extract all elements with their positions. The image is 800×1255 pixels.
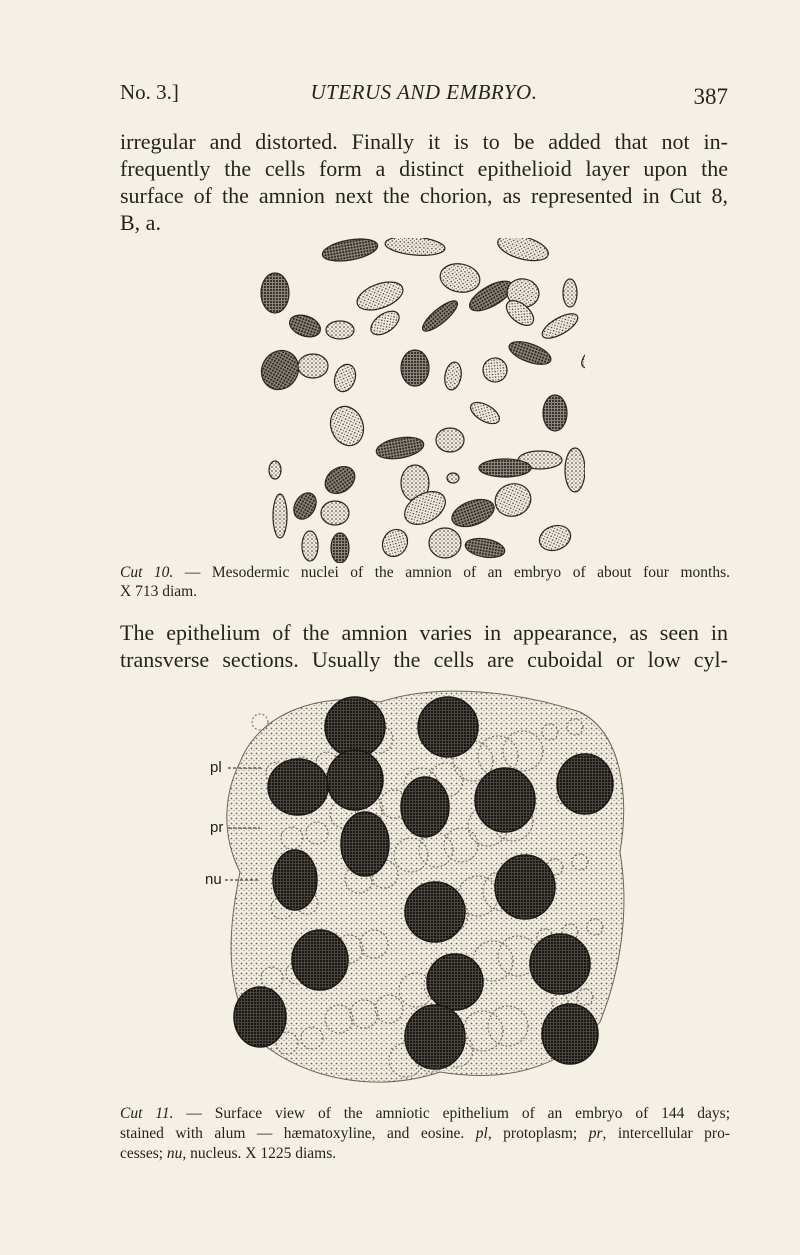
label-pr: pr [210,819,224,836]
running-header [120,76,728,112]
running-title: UTERUS AND EMBRYO. [310,80,538,104]
cell-nucleus [234,987,286,1047]
text-line: irregular and distorted. Finally it is to be added that not in- [120,129,728,154]
figure-mesodermic-nuclei [255,238,585,563]
mesodermic-nucleus [478,353,512,387]
mesodermic-nucleus [320,461,360,499]
mesodermic-nucleus [536,521,574,554]
mesodermic-nucleus [563,279,577,307]
cell-nucleus [427,954,483,1010]
mesodermic-nucleus [578,340,585,373]
mesodermic-nucleus [325,402,369,451]
mesodermic-nucleus [298,354,328,378]
text-line: transverse sections. Usually the cells are cuboidal or low cyl- [120,647,728,672]
cell-nucleus [273,850,317,910]
caption-line: stained with alum — hæmatoxyline, and eosine. pl, protoplasm; pr, intercellular pro- [120,1125,730,1142]
caption-line: Cut 11. — Surface view of the amniotic epithelium of an embryo of 144 days; [120,1105,730,1122]
mesodermic-nucleus [321,238,380,265]
page-number: 387 [693,84,728,109]
cell-nucleus [418,697,478,757]
cell-nucleus [325,697,385,757]
caption-line: X 713 diam. [120,583,198,600]
caption-line: cesses; nu, nucleus. X 1225 diams. [120,1145,337,1162]
cell-nucleus [495,855,555,919]
mesodermic-nucleus [331,533,349,563]
cell-nucleus [401,777,449,837]
text-line: surface of the amnion next the chorion, as represented in Cut 8, [120,183,728,208]
mesodermic-nucleus [302,531,318,561]
cell-nucleus [557,754,613,814]
cell-nucleus [405,1005,465,1069]
mesodermic-nucleus [367,306,404,339]
mesodermic-nucleus [273,494,287,538]
mesodermic-nucleus [326,321,354,339]
mesodermic-nucleus [384,238,445,258]
mesodermic-nucleus [443,361,464,391]
mesodermic-nucleus [565,448,585,492]
caption-label: Cut 10. [120,564,174,581]
mesodermic-nucleus [467,398,503,428]
mesodermic-nucleus [539,309,582,343]
text-line: B, a. [120,210,161,235]
mesodermic-nucleus [464,536,507,561]
mesodermic-nucleus [448,494,498,532]
mesodermic-nucleus [255,344,306,397]
text-line: The epithelium of the amnion varies in appearance, as seen in [120,620,728,645]
mesodermic-nucleus [429,528,461,558]
issue-number: No. 3.] [120,80,179,104]
figure-10-caption [120,563,730,601]
mesodermic-nucleus [378,525,413,561]
paragraph-irregular-cells [120,128,728,236]
figure-11-caption [120,1104,730,1164]
mesodermic-nucleus [321,501,349,525]
mesodermic-nucleus [269,461,281,479]
mesodermic-nucleus [491,479,536,521]
cell-nucleus [475,768,535,832]
mesodermic-nucleus [419,296,462,335]
caption-label: Cut 11. [120,1105,174,1122]
mesodermic-nucleus [495,238,551,265]
cell-nucleus [542,1004,598,1064]
mesodermic-nucleus [401,350,429,386]
label-pl: pl [210,759,222,776]
cell-nucleus [405,882,465,942]
mesodermic-nucleus [287,311,324,341]
label-nu: nu [205,871,222,888]
cell-nucleus [268,759,328,815]
cell-nucleus [530,934,590,994]
cell-nucleus [341,812,389,876]
mesodermic-nucleus [289,489,320,523]
mesodermic-nucleus [543,395,567,431]
mesodermic-nucleus [436,428,464,452]
mesodermic-nucleus [438,261,482,296]
mesodermic-nucleus [447,473,459,483]
mesodermic-nucleus [353,277,406,316]
mesodermic-nucleus [261,273,289,313]
paragraph-amnion-epithelium [120,619,728,673]
cell-nucleus [327,750,383,810]
mesodermic-nucleus [506,337,554,369]
mesodermic-nucleus [331,361,359,394]
text-line: frequently the cells form a distinct epithelioid layer upon the [120,156,728,181]
cell-nucleus [292,930,348,990]
mesodermic-nucleus [479,459,531,477]
mesodermic-nucleus [375,434,426,462]
figure-amniotic-epithelium [200,672,640,1097]
caption-line: Cut 10. — Mesodermic nuclei of the amnion of an embryo of about four months. [120,564,730,581]
